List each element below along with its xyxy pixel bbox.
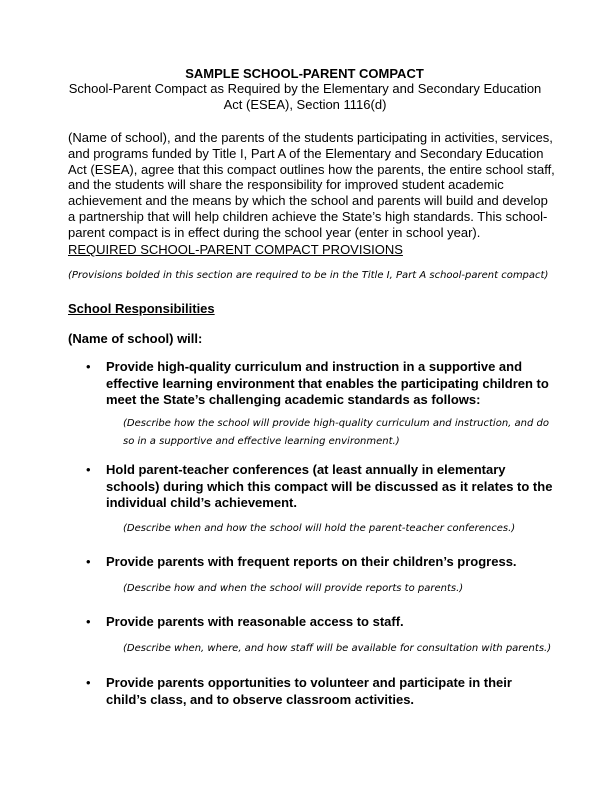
bullet-item-curriculum: Provide high-quality curriculum and instruction in a supportive and effective learning environment that enables the participating children to meet the State’s challenging academic standards as follows:	[106, 359, 549, 407]
bullet-icon: •	[86, 462, 91, 477]
document-subtitle: School-Parent Compact as Required by the Elementary and Secondary Education Act (ESEA), Section 1116(d)	[68, 81, 542, 112]
bullet-item-access: Provide parents with reasonable access to staff.	[106, 614, 404, 629]
bullet-note-conferences: (Describe when and how the school will hold the parent-teacher conferences.)	[123, 523, 516, 534]
intro-paragraph: (Name of school), and the parents of the students participating in activities, services, and programs funded by Title I, Part A of the Elementary and Secondary Education Act (ESEA), agree that this compact outlines how the parents, the entire school staff, and the students will share the responsibility for improved student academic achievement and the means by which the school and parents will build and develop a partnership that will help children achieve the State’s high standards. This school-parent compact is in effect during the school year (enter in school year).	[68, 130, 555, 240]
section-heading: REQUIRED SCHOOL-PARENT COMPACT PROVISIONS	[68, 242, 403, 257]
bullet-icon: •	[86, 359, 91, 374]
bullet-note-access: (Describe when, where, and how staff will be available for consultation with parents.)	[123, 643, 552, 654]
section-note: (Provisions bolded in this section are required to be in the Title I, Part A school-parent compact)	[68, 270, 549, 281]
document-title: SAMPLE SCHOOL-PARENT COMPACT	[185, 66, 424, 81]
bullet-note-curriculum: (Describe how the school will provide high-quality curriculum and instruction, and do so in a supportive and effective learning environment.)	[123, 418, 549, 447]
bullet-item-volunteer: Provide parents opportunities to volunteer and participate in their child’s class, and to observe classroom activities.	[106, 675, 512, 707]
bullet-item-reports: Provide parents with frequent reports on their children’s progress.	[106, 554, 517, 569]
school-responsibilities-heading: School Responsibilities	[68, 301, 215, 316]
bullet-note-reports: (Describe how and when the school will provide reports to parents.)	[123, 583, 464, 594]
bullet-icon: •	[86, 554, 91, 569]
school-will-line: (Name of school) will:	[68, 331, 203, 346]
bullet-item-conferences: Hold parent-teacher conferences (at least annually in elementary schools) during which this compact will be discussed as it relates to the individual child’s achievement.	[106, 462, 553, 510]
bullet-icon: •	[86, 675, 91, 690]
bullet-icon: •	[86, 614, 91, 629]
